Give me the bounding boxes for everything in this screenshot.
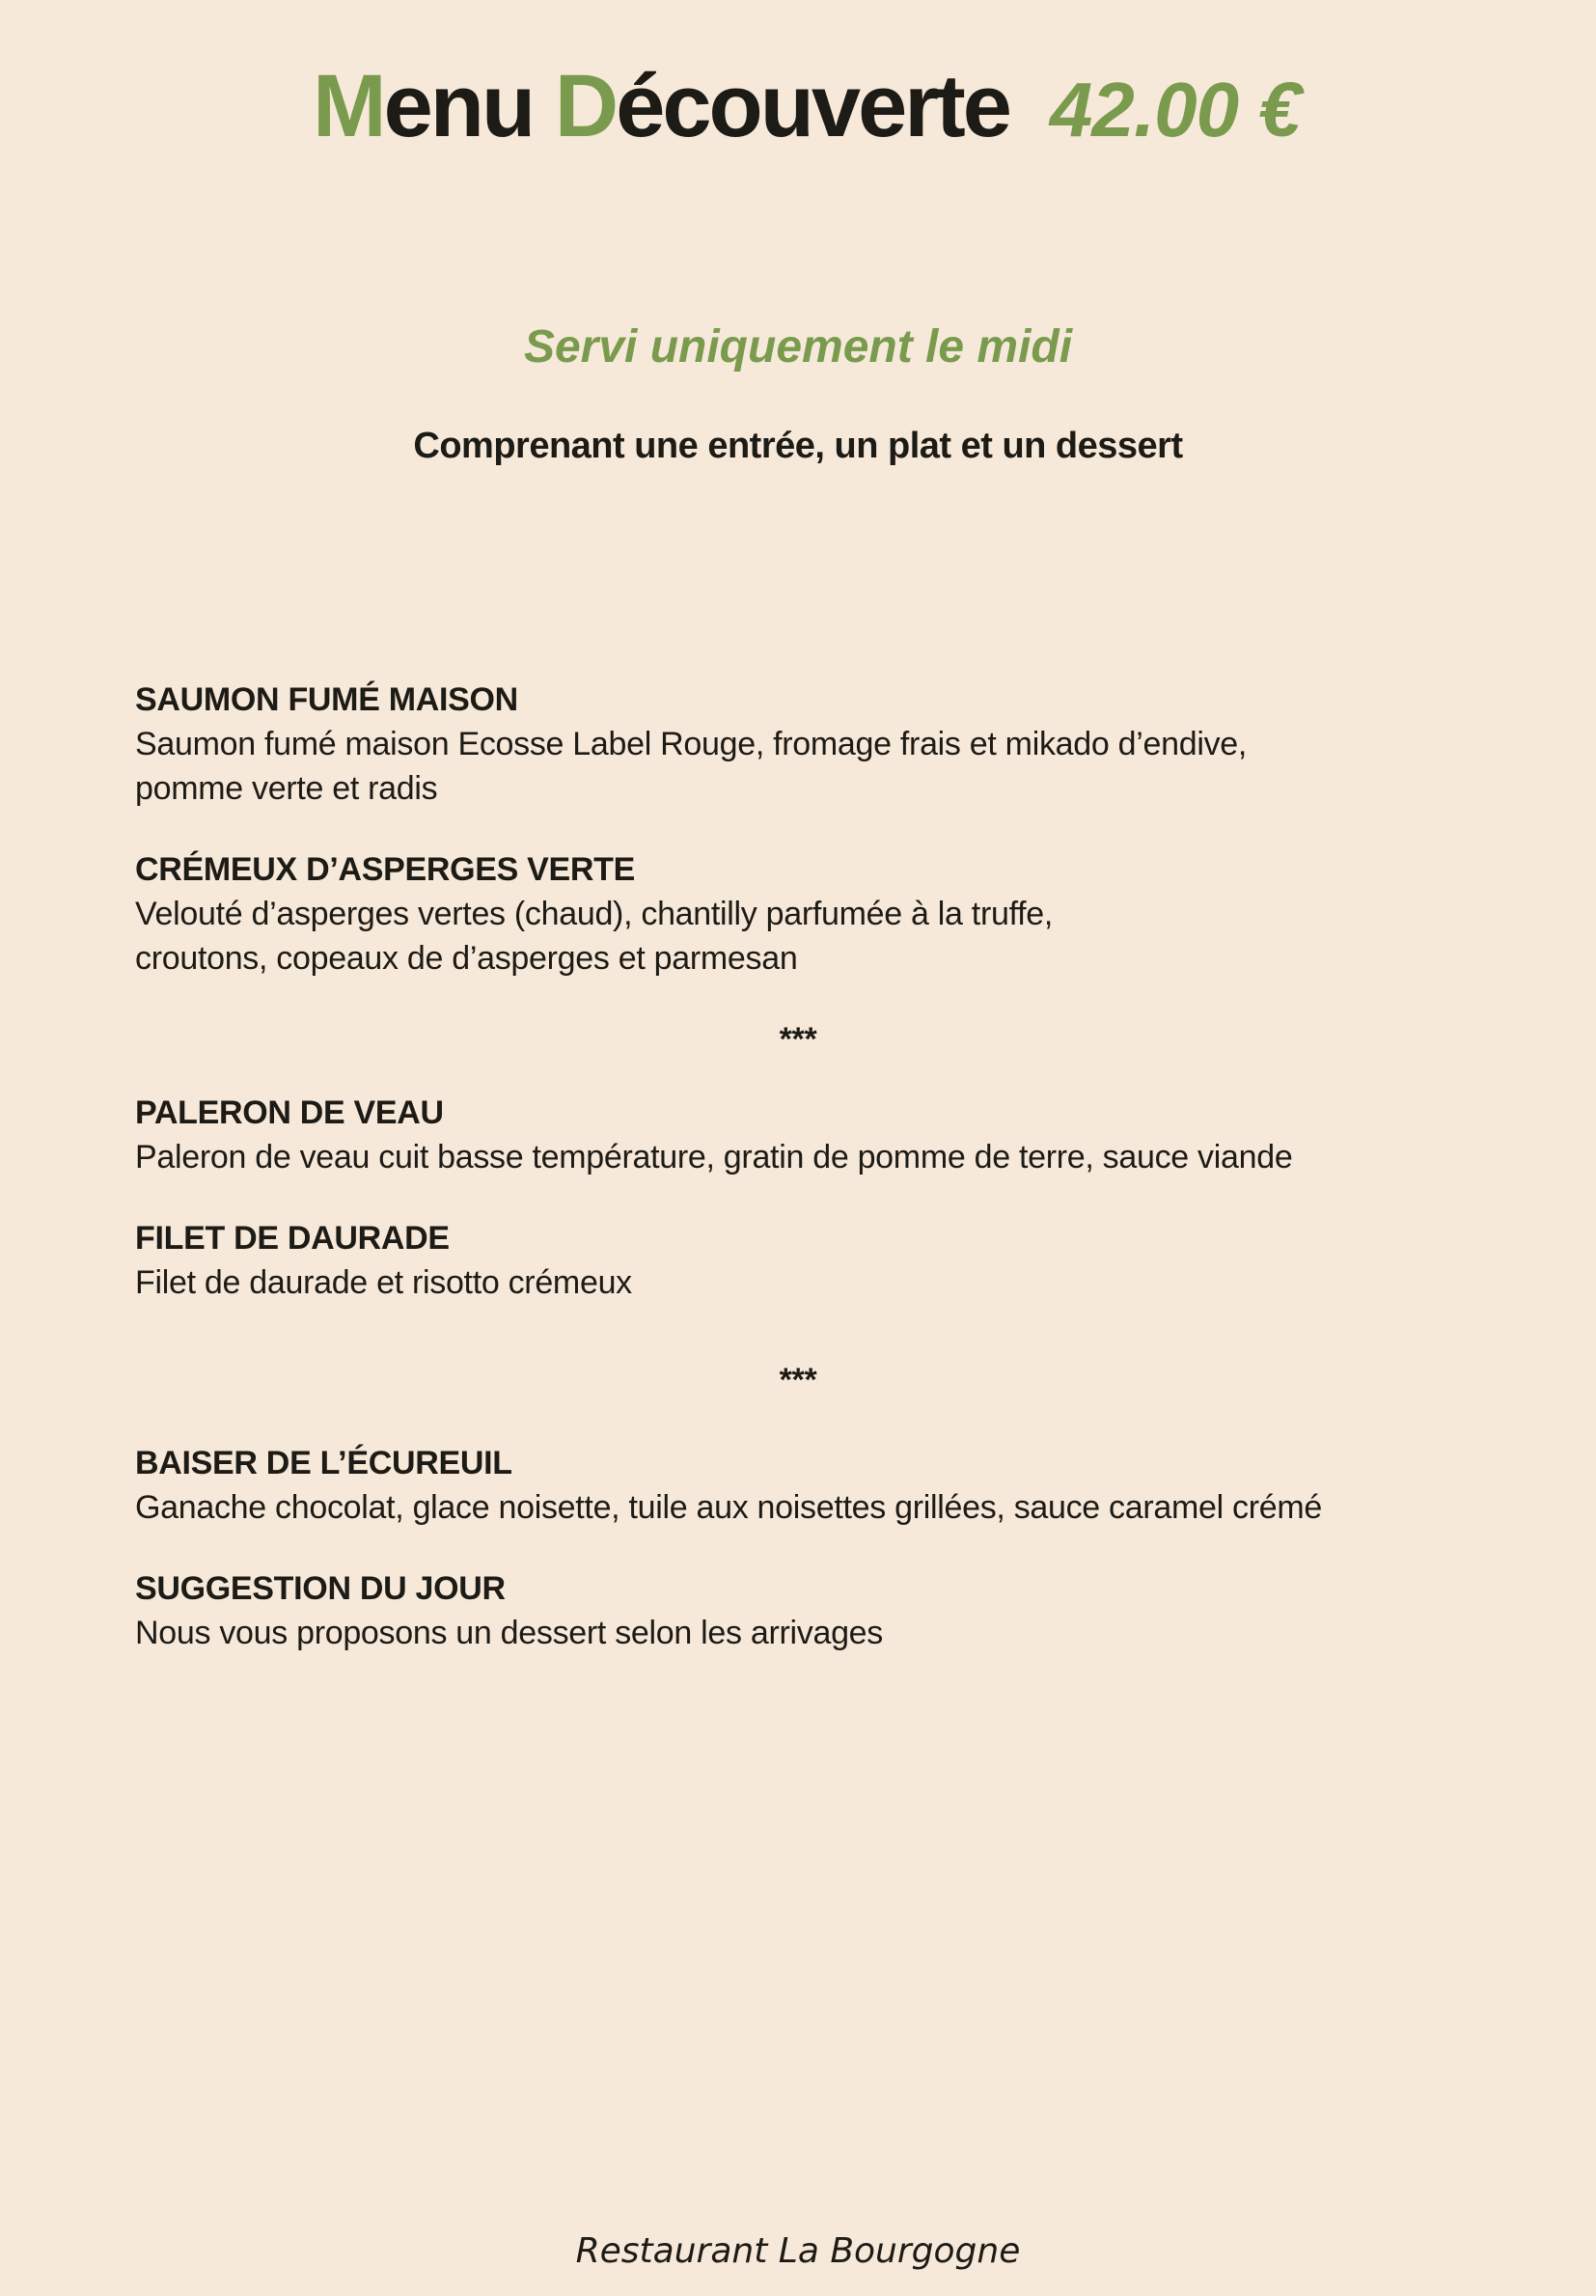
course-separator: *** [779, 1021, 817, 1058]
course-heading: SAUMON FUMÉ MAISON [135, 681, 518, 718]
course-description-line: Saumon fumé maison Ecosse Label Rouge, fromage frais et mikado d’endive, [135, 726, 1248, 762]
course-description-line: Velouté d’asperges vertes (chaud), chantilly parfumée à la truffe, [135, 896, 1054, 932]
menu-page [0, 39, 1596, 2296]
course-description-line: Filet de daurade et risotto crémeux [135, 1264, 632, 1301]
course-description-line: Nous vous proposons un dessert selon les arrivages [135, 1615, 883, 1651]
course-heading: SUGGESTION DU JOUR [135, 1570, 506, 1607]
title-segment-enu: enu [383, 57, 555, 155]
menu-composition: Comprenant une entrée, un plat et un dessert [413, 426, 1183, 466]
course-heading: PALERON DE VEAU [135, 1094, 444, 1131]
course-cremeux-asperges [135, 847, 1461, 981]
course-description-line: Ganache chocolat, glace noisette, tuile aux noisettes grillées, sauce caramel crémé [135, 1489, 1322, 1526]
page-title [313, 57, 1009, 155]
course-heading: BAISER DE L’ÉCUREUIL [135, 1445, 512, 1481]
course-description-line: Paleron de veau cuit basse température, gratin de pomme de terre, sauce viande [135, 1139, 1293, 1176]
menu-body [135, 678, 1461, 1692]
course-paleron-veau [135, 1091, 1461, 1179]
menu-header [0, 39, 1596, 175]
course-baiser-ecureuil [135, 1441, 1461, 1530]
course-description-line: pomme verte et radis [135, 770, 438, 807]
course-heading: CRÉMEUX D’ASPERGES VERTE [135, 851, 636, 888]
service-note: Servi uniquement le midi [523, 321, 1073, 373]
restaurant-name: Restaurant La Bourgogne [575, 2231, 1021, 2271]
course-description-line: croutons, copeaux de d’asperges et parmesan [135, 940, 798, 977]
menu-price: 42.00 € [1049, 67, 1301, 152]
title-segment-m: M [312, 57, 384, 155]
course-suggestion-jour [135, 1566, 1461, 1655]
course-filet-daurade [135, 1216, 1461, 1305]
course-separator: *** [779, 1362, 817, 1398]
course-saumon-fume [135, 678, 1461, 811]
title-segment-d: D [554, 57, 617, 155]
course-heading: FILET DE DAURADE [135, 1220, 450, 1257]
title-segment-ecouverte: écouverte [616, 57, 1009, 155]
